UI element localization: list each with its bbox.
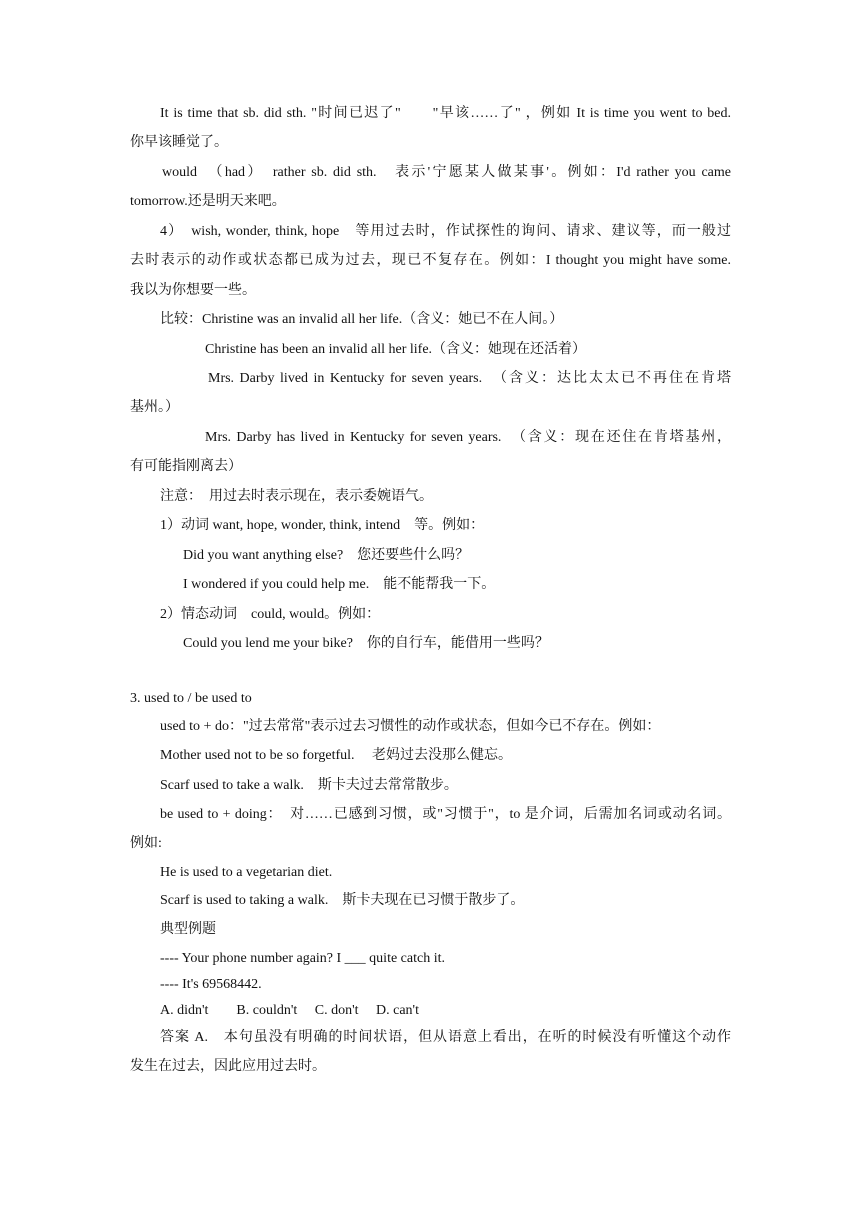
- text-line: 典型例题: [160, 922, 216, 937]
- text-line: Could you lend me your bike? 你的自行车，能借用一些吗？: [183, 636, 549, 651]
- text-line: Did you want anything else? 您还要些什么吗？: [183, 548, 470, 563]
- section-heading: 3. used to / be used to: [130, 691, 252, 706]
- text-line: He is used to a vegetarian diet.: [160, 865, 333, 880]
- text-line: Mother used not to be so forgetful. 老妈过去没那么健忘。: [160, 748, 513, 763]
- text-line: Mrs. Darby has lived in Kentucky for seven years. （含义：现在还住在肯塔基州，: [205, 430, 731, 445]
- text-line: Mrs. Darby lived in Kentucky for seven years. （含义：达比太太已不再住在肯塔: [208, 371, 731, 386]
- text-line: ---- Your phone number again? I ___ quite catch it.: [160, 951, 445, 966]
- text-line: Scarf used to take a walk. 斯卡夫过去常常散步。: [160, 778, 458, 793]
- text-line: tomorrow.还是明天来吧。: [130, 194, 286, 209]
- text-line: Christine has been an invalid all her life.（含义：她现在还活着）: [205, 342, 587, 357]
- text-line: 注意： 用过去时表示现在，表示委婉语气。: [160, 489, 433, 504]
- text-line: Scarf is used to taking a walk. 斯卡夫现在已习惯于散步了。: [160, 893, 525, 908]
- text-line: 基州。）: [130, 400, 179, 415]
- text-line: 比较：Christine was an invalid all her life.（含义：她已不在人间。）: [160, 312, 564, 327]
- text-line: 答案 A. 本句虽没有明确的时间状语，但从语意上看出，在听的时候没有听懂这个动作: [160, 1030, 731, 1045]
- text-line: 去时表示的动作或状态都已成为过去，现已不复存在。例如：I thought you might have some.: [130, 253, 731, 268]
- text-line: A. didn't B. couldn't C. don't D. can't: [160, 1003, 419, 1018]
- text-line: ---- It's 69568442.: [160, 977, 262, 992]
- text-line: It is time that sb. did sth. "时间已迟了" "早该……了" ，例如 It is time you went to bed.: [160, 106, 731, 121]
- text-line: 2）情态动词 could, would。例如：: [160, 607, 381, 622]
- text-line: 1）动词 want, hope, wonder, think, intend 等。例如：: [160, 518, 485, 533]
- text-line: 你早该睡觉了。: [130, 135, 228, 150]
- text-line: I wondered if you could help me. 能不能帮我一下。: [183, 577, 496, 592]
- text-line: 4） wish, wonder, think, hope 等用过去时，作试探性的询问、请求、建议等，而一般过: [160, 224, 731, 239]
- text-line: 有可能指刚离去）: [130, 459, 242, 474]
- text-line: 发生在过去，因此应用过去时。: [130, 1059, 326, 1074]
- text-line: be used to + doing： 对……已感到习惯，或"习惯于"，to 是介词，后需加名词或动名词。: [160, 807, 731, 822]
- text-line: would （had） rather sb. did sth. 表示'宁愿某人做某事'。例如：I'd rather you came: [162, 165, 731, 180]
- text-line: used to + do："过去常常"表示过去习惯性的动作或状态，但如今已不存在。例如：: [160, 719, 661, 734]
- text-line: 我以为你想要一些。: [130, 283, 256, 298]
- text-line: 例如:: [130, 836, 162, 851]
